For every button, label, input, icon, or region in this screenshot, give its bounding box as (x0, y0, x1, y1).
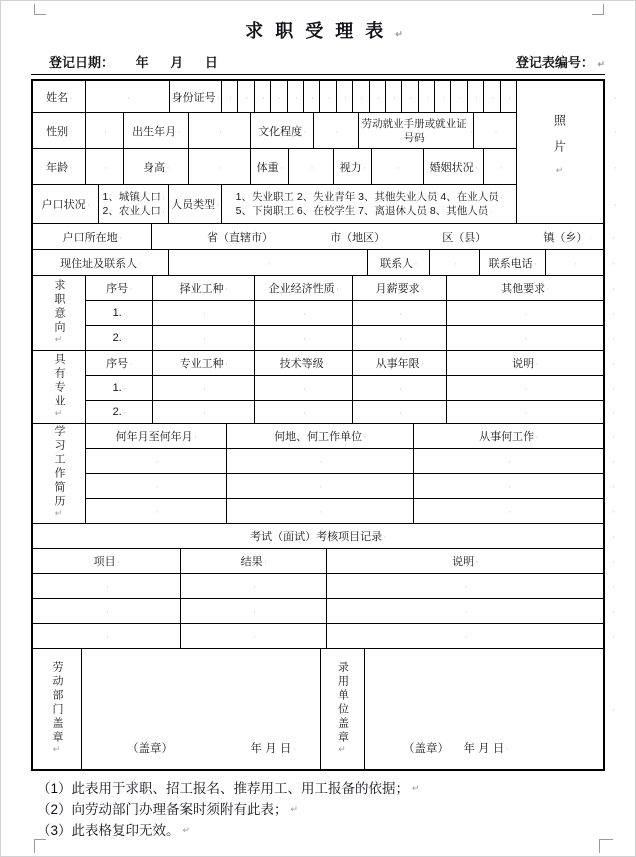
weight-label: 体重 , (250, 149, 288, 184)
paragraph-mark-icon: ↵ (52, 744, 63, 758)
resume-work-field[interactable] (413, 499, 603, 523)
age-label: 年龄 , (46, 161, 72, 174)
cell-mark-icon: , (156, 458, 158, 464)
cell-mark-icon: , (465, 633, 467, 639)
resume-place-field[interactable] (226, 499, 413, 523)
id-digit-box[interactable] (385, 81, 401, 112)
id-digit-boxes (221, 81, 516, 112)
paragraph-mark-icon: ↵ (412, 783, 420, 793)
cell-mark-icon: , (268, 259, 270, 266)
cell-mark-icon: , (123, 409, 126, 415)
cell-mark-icon: , (328, 93, 330, 100)
paragraph-mark-icon: ↵ (54, 334, 65, 348)
cell-mark-icon: , (217, 93, 220, 100)
cell-mark-icon: , (500, 163, 502, 170)
cell-mark-icon: , (225, 285, 228, 291)
id-digit-box[interactable] (254, 81, 270, 112)
col-header: 从事年限 , (352, 351, 446, 375)
profession-section (33, 350, 603, 423)
top-section (33, 81, 603, 223)
vision-label: 视力 , (333, 149, 371, 184)
cell-mark-icon: , (490, 208, 492, 214)
col-header: 序号 , (106, 358, 132, 370)
seal-placeholder: （盖章） (403, 743, 449, 755)
profession-years-field[interactable] (352, 401, 446, 423)
cell-mark-icon: , (465, 608, 467, 614)
profession-level-field[interactable] (254, 401, 352, 423)
cell-mark-icon: , (106, 583, 109, 589)
age-row (33, 148, 516, 184)
cell-mark-icon: , (253, 633, 256, 639)
paragraph-mark-icon: ↵ (338, 744, 348, 758)
cell-mark-icon: , (336, 127, 338, 134)
cell-mark-icon: , (320, 458, 322, 464)
intent-other-field[interactable] (446, 326, 603, 350)
person-type-options[interactable]: 1、失业职工 2、失业青年 3、其他失业人员 4、在业人员 , 5、下岗职工 6、在校学生 7、离退休人员 8、其他人员 , (221, 185, 516, 223)
cell-mark-icon: , (495, 127, 497, 134)
resume-place-field[interactable] (226, 474, 413, 498)
id-digit-box[interactable] (418, 81, 434, 112)
resume-place-field[interactable] (226, 449, 413, 473)
cell-mark-icon: , (123, 385, 126, 391)
cell-mark-icon: , (384, 533, 386, 539)
note-line: （3）此表格复印无效。 ↵ (37, 823, 191, 838)
gender-row (33, 112, 516, 148)
id-digit-box[interactable] (303, 81, 319, 112)
exam-item-field[interactable] (33, 599, 180, 623)
cell-mark-icon: , (219, 163, 222, 170)
profession-label: 具有专业 ↵ (53, 352, 65, 422)
paragraph-mark-icon: ↵ (290, 804, 299, 814)
reg-year-label: 年 (135, 55, 149, 70)
cell-mark-icon: , (178, 127, 180, 134)
reg-month-label: 月 (170, 55, 184, 70)
text-boundary-corner-icon (592, 4, 604, 15)
name-label: 姓名 , (46, 91, 72, 104)
cell-mark-icon: , (536, 360, 538, 366)
cell-mark-icon: , (225, 360, 228, 366)
profession-header (86, 351, 603, 375)
cell-mark-icon: , (500, 194, 503, 200)
cell-mark-icon: , (426, 93, 429, 100)
intent-trade-field[interactable] (152, 301, 254, 325)
stamp-date: 年 月 日 (250, 743, 292, 755)
cell-mark-icon: , (470, 127, 472, 134)
cell-mark-icon: , (117, 558, 120, 564)
phone-label: 联系电话 , (479, 250, 545, 275)
cell-mark-icon: , (139, 259, 141, 266)
cell-mark-icon: , (421, 360, 424, 366)
cell-mark-icon: , (87, 201, 90, 207)
province-label: 省（直辖市） (207, 231, 273, 244)
name-field[interactable] (85, 81, 169, 112)
profession-row-2 (86, 400, 603, 423)
cell-mark-icon: , (162, 208, 165, 214)
cell-mark-icon: , (123, 310, 126, 316)
cell-mark-icon: , (194, 433, 197, 439)
job-intent-header (86, 276, 603, 300)
exam-header-row (33, 548, 603, 573)
id-digit-box[interactable] (287, 81, 303, 112)
city-label: 市（地区） (330, 231, 386, 244)
text-boundary-corner-icon (599, 839, 613, 853)
cell-mark-icon: , (476, 558, 478, 564)
cell-mark-icon: , (104, 163, 107, 170)
col-header: 企业经济性质 , (254, 276, 352, 300)
cell-mark-icon: , (203, 335, 206, 341)
cell-mark-icon: , (459, 93, 461, 100)
note-line: （2）向劳动部门办理备案时须附有此表； ↵ (37, 802, 299, 817)
paragraph-mark-icon: ↵ (182, 825, 191, 835)
employment-manual-label: 劳动就业手册或就业证号码 , (358, 113, 473, 148)
reg-day-label: 日 (204, 55, 218, 70)
cell-mark-icon: , (454, 259, 457, 266)
address-row (33, 249, 603, 275)
cell-mark-icon: , (70, 127, 72, 134)
row-index: 1. , (112, 382, 126, 394)
employer-stamp-area[interactable] (364, 649, 603, 769)
birth-field[interactable] (188, 113, 250, 148)
cell-mark-icon: , (364, 433, 366, 439)
cell-mark-icon: , (303, 385, 306, 391)
cell-mark-icon: , (360, 93, 363, 100)
col-header: 项目 , (93, 556, 120, 568)
id-digit-box[interactable] (270, 81, 286, 112)
cell-mark-icon: , (508, 458, 511, 464)
cell-mark-icon: , (156, 508, 158, 514)
cell-mark-icon: , (203, 385, 206, 391)
cell-mark-icon: , (525, 310, 527, 316)
birth-label: 出生年月 , (123, 113, 188, 148)
id-digit-box[interactable] (483, 81, 499, 112)
height-label: 身高 , (123, 149, 188, 184)
application-form-table (31, 79, 605, 771)
cell-mark-icon: , (320, 508, 322, 514)
cell-mark-icon: , (203, 409, 206, 415)
col-header: 技术等级 , (254, 351, 352, 375)
paragraph-mark-icon: ↵ (54, 509, 65, 522)
exam-row (33, 573, 603, 598)
cell-mark-icon: , (304, 127, 306, 134)
cell-mark-icon: , (574, 259, 577, 266)
gender-field[interactable] (85, 113, 123, 148)
education-label: 文化程度 , (250, 113, 313, 148)
intent-economy-field[interactable] (254, 326, 352, 350)
address-label: 现住址及联系人 , (60, 257, 141, 270)
cell-mark-icon: , (203, 310, 206, 316)
id-digit-box[interactable] (500, 81, 516, 112)
page-title: 求职受理表↵ (245, 21, 403, 41)
resume-period-field[interactable] (86, 474, 226, 498)
cell-mark-icon: , (279, 93, 281, 100)
id-digit-box[interactable] (336, 81, 352, 112)
row-index: 2. , (112, 332, 126, 344)
registration-number (516, 52, 605, 71)
cell-mark-icon: , (397, 163, 400, 170)
profession-trade-field[interactable] (152, 401, 254, 423)
contact-label: 联系人 , (367, 250, 429, 275)
paragraph-mark-icon: ↵ (597, 59, 605, 69)
id-digit-box[interactable] (222, 81, 237, 112)
hukou-location-field[interactable] (151, 224, 603, 249)
col-header: 何年月至何年月 , (115, 431, 197, 443)
contact-field[interactable] (429, 250, 479, 275)
cell-mark-icon: , (475, 93, 478, 100)
profession-years-field[interactable] (352, 376, 446, 400)
vision-field[interactable] (371, 149, 423, 184)
cell-mark-icon: , (217, 201, 219, 207)
registration-line (31, 52, 605, 75)
education-field[interactable] (313, 113, 358, 148)
labor-dept-stamp-label: 劳动部门盖章 ↵ (51, 660, 63, 758)
resume-label: 学习工作简历 ↵ (53, 425, 65, 522)
resume-row (86, 498, 603, 523)
id-digit-box[interactable] (352, 81, 368, 112)
cell-mark-icon: , (399, 310, 402, 316)
cell-mark-icon: , (363, 163, 366, 170)
cell-mark-icon: , (525, 385, 527, 391)
cell-mark-icon: , (295, 93, 298, 100)
cell-mark-icon: , (534, 259, 537, 266)
profession-level-field[interactable] (254, 376, 352, 400)
exam-row (33, 623, 603, 648)
cell-mark-icon: , (229, 93, 232, 100)
cell-mark-icon: , (399, 335, 402, 341)
cell-mark-icon: , (219, 127, 222, 134)
marital-label: 婚姻状况 , (423, 149, 483, 184)
age-field[interactable] (85, 149, 123, 184)
resume-period-field[interactable] (86, 499, 226, 523)
col-header: 专业工种 , (152, 351, 254, 375)
cell-mark-icon: , (508, 483, 511, 489)
cell-mark-icon: , (421, 285, 424, 291)
cell-mark-icon: , (70, 93, 72, 100)
cell-mark-icon: , (399, 409, 402, 415)
cell-mark-icon: , (344, 93, 347, 100)
reg-date-label: 登记日期： (49, 55, 115, 70)
weight-field[interactable] (288, 149, 333, 184)
id-digit-box[interactable] (467, 81, 483, 112)
text-boundary-corner-icon (34, 4, 46, 15)
cell-mark-icon: , (492, 93, 494, 100)
cell-mark-icon: , (475, 163, 478, 170)
exam-title: 考试（面试）考核项目记录 , (250, 531, 386, 543)
profession-note-field[interactable] (446, 401, 603, 423)
cell-mark-icon: , (130, 360, 132, 366)
cell-mark-icon: , (303, 310, 306, 316)
cell-mark-icon: , (253, 608, 256, 614)
cell-mark-icon: , (119, 233, 122, 240)
cell-mark-icon: , (336, 285, 339, 291)
resume-work-field[interactable] (413, 449, 603, 473)
paragraph-mark-icon: ↵ (395, 29, 403, 39)
cell-mark-icon: , (246, 93, 248, 100)
cell-mark-icon: , (465, 583, 467, 589)
resume-section (33, 423, 603, 523)
name-id-row (33, 81, 516, 112)
resume-row (86, 448, 603, 473)
cell-mark-icon: , (506, 745, 508, 751)
exam-note-field[interactable] (326, 599, 603, 623)
exam-note-field[interactable] (326, 624, 603, 648)
exam-result-field[interactable] (180, 574, 326, 598)
id-number-label: 身份证号 , (169, 81, 221, 112)
exam-result-field[interactable] (180, 624, 326, 648)
resume-period-field[interactable] (86, 449, 226, 473)
col-header: 说明 , (326, 549, 603, 573)
exam-title-row (33, 523, 603, 548)
seal-placeholder: （盖章） (127, 743, 173, 755)
height-field[interactable] (188, 149, 250, 184)
cell-mark-icon: , (106, 608, 109, 614)
cell-mark-icon: , (280, 163, 283, 170)
col-header: 结果 , (180, 549, 326, 573)
photo-cell: 照片 ↵ (516, 81, 603, 223)
cell-mark-icon: , (104, 127, 107, 134)
hukou-row (33, 184, 516, 223)
cell-mark-icon: , (508, 508, 511, 514)
cell-mark-icon: , (123, 335, 126, 341)
hukou-status-label: 户口状况 , (41, 199, 90, 211)
marital-field[interactable] (483, 149, 516, 184)
cell-mark-icon: , (325, 360, 328, 366)
note-line: （1）此表用于求职、招工报名、推荐用工、用工报备的依据； ↵ (37, 781, 420, 796)
cell-mark-icon: , (393, 93, 396, 100)
reg-no-label: 登记表编号： (515, 55, 594, 70)
cell-mark-icon: , (311, 163, 313, 170)
stamp-section (33, 648, 603, 769)
stamp-date: 年 月 日 (463, 743, 505, 755)
registration-date (31, 52, 218, 71)
town-label: 镇（乡） (543, 231, 588, 244)
cell-mark-icon: , (589, 233, 591, 240)
cell-mark-icon: , (525, 335, 527, 341)
hukou-options[interactable]: 1、城镇人口 , 2、农业人口 , (98, 185, 168, 223)
col-header: 从事何工作 , (413, 424, 603, 448)
intent-trade-field[interactable] (152, 326, 254, 350)
cell-mark-icon: , (303, 409, 306, 415)
cell-mark-icon: , (508, 93, 511, 100)
exam-item-field[interactable] (33, 574, 180, 598)
intent-economy-field[interactable] (254, 301, 352, 325)
id-digit-box[interactable] (369, 81, 385, 112)
profession-note-field[interactable] (446, 376, 603, 400)
cell-mark-icon: , (410, 93, 412, 100)
col-header: 其他要求 , (446, 276, 603, 300)
id-digit-box[interactable] (237, 81, 253, 112)
cell-mark-icon: , (547, 285, 549, 291)
cell-mark-icon: , (167, 163, 169, 170)
intent-salary-field[interactable] (352, 326, 446, 350)
intent-other-field[interactable] (446, 301, 603, 325)
cell-mark-icon: , (525, 409, 527, 415)
cell-mark-icon: , (127, 93, 130, 100)
col-header: 月薪要求 , (352, 276, 446, 300)
cell-mark-icon: , (320, 483, 322, 489)
intent-salary-field[interactable] (352, 301, 446, 325)
hukou-location-label: 户口所在地 , (62, 231, 122, 244)
cell-mark-icon: , (377, 93, 380, 100)
cell-mark-icon: , (162, 194, 165, 200)
gender-label: 性别 , (46, 125, 72, 138)
col-header: 何地、何工作单位 , (226, 424, 413, 448)
cell-mark-icon: , (536, 433, 538, 439)
cell-mark-icon: , (262, 93, 265, 100)
labor-dept-stamp-area[interactable] (81, 649, 320, 769)
profession-row-1 (86, 375, 603, 400)
resume-work-field[interactable] (413, 474, 603, 498)
exam-note-field[interactable] (326, 574, 603, 598)
employment-manual-field[interactable] (473, 113, 516, 148)
job-intent-row-2 (86, 325, 603, 350)
footer-notes (37, 778, 635, 841)
employer-stamp-label: 录用单位盖章 ↵ (320, 649, 364, 769)
cell-mark-icon: , (264, 558, 267, 564)
job-intent-row-1 (86, 300, 603, 325)
cell-mark-icon: , (253, 583, 256, 589)
exam-result-field[interactable] (180, 599, 326, 623)
exam-item-field[interactable] (33, 624, 180, 648)
paragraph-mark-icon: ↵ (555, 166, 566, 190)
col-header: 说明 , (446, 351, 603, 375)
id-digit-box[interactable] (450, 81, 466, 112)
row-index: 1. , (112, 307, 126, 319)
cell-mark-icon: , (70, 163, 72, 170)
cell-mark-icon: , (442, 93, 445, 100)
exam-row (33, 598, 603, 623)
resume-header (86, 424, 603, 448)
cell-mark-icon: , (130, 285, 132, 291)
row-index: 2. , (112, 406, 126, 418)
cell-mark-icon: , (311, 93, 314, 100)
col-header: 择业工种 , (152, 276, 254, 300)
cell-mark-icon: , (303, 335, 306, 341)
id-digit-box[interactable] (434, 81, 450, 112)
cell-mark-icon: , (399, 385, 402, 391)
id-digit-box[interactable] (401, 81, 417, 112)
phone-field[interactable] (545, 250, 603, 275)
resume-row (86, 473, 603, 498)
job-intent-section (33, 275, 603, 350)
text-boundary-corner-icon (34, 839, 46, 853)
address-field[interactable] (168, 250, 367, 275)
cell-mark-icon: , (156, 483, 158, 489)
cell-mark-icon: , (415, 259, 417, 266)
district-label: 区（县） (442, 231, 487, 244)
profession-trade-field[interactable] (152, 376, 254, 400)
id-digit-box[interactable] (319, 81, 335, 112)
col-header: 序号 , (106, 283, 132, 295)
paragraph-mark-icon: ↵ (54, 408, 65, 422)
cell-mark-icon: , (293, 745, 295, 751)
hukou-location-row (33, 223, 603, 249)
cell-mark-icon: , (106, 633, 109, 639)
job-intent-label: 求职意向 ↵ (53, 278, 65, 348)
person-type-label: 人员类型 , (168, 185, 221, 223)
